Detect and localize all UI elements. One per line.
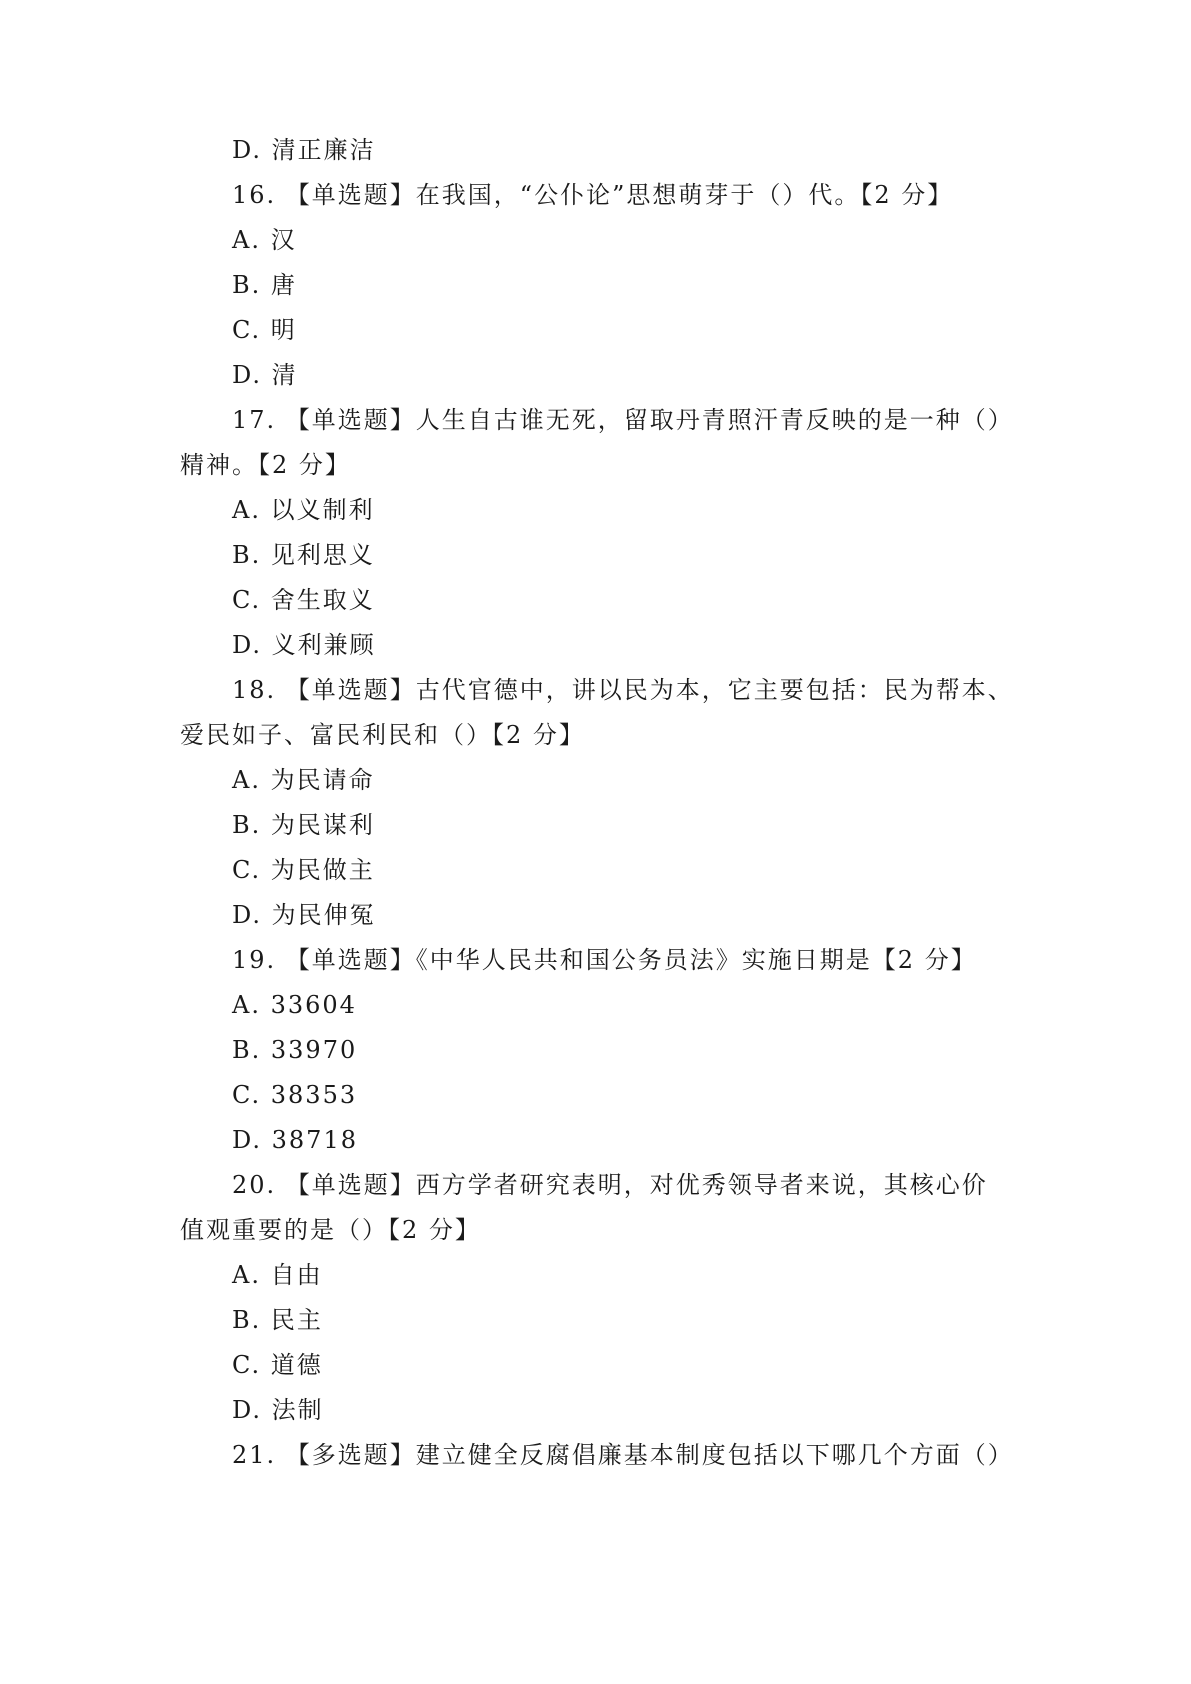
answer-option: D. 为民伸冤 — [232, 901, 376, 929]
answer-option: A. 汉 — [232, 226, 297, 254]
question-text: 16. 【单选题】在我国，“公仆论”思想萌芽于（）代。【2 分】 — [232, 181, 954, 209]
answer-option: A. 为民请命 — [232, 766, 375, 794]
answer-option: D. 法制 — [232, 1396, 324, 1424]
question-text: 18. 【单选题】古代官德中，讲以民为本，它主要包括：民为帮本、 — [232, 676, 1014, 704]
answer-option: B. 唐 — [232, 271, 297, 299]
answer-option: B. 33970 — [232, 1036, 358, 1064]
answer-option: A. 33604 — [232, 991, 357, 1019]
question-text-continued: 精神。【2 分】 — [180, 451, 351, 479]
answer-option: D. 清 — [232, 361, 298, 389]
question-text-continued: 爱民如子、富民利民和（）【2 分】 — [180, 721, 585, 749]
answer-option: A. 以义制利 — [232, 496, 375, 524]
answer-option: D. 清正廉洁 — [232, 136, 376, 164]
question-text-continued: 值观重要的是（）【2 分】 — [180, 1216, 481, 1244]
question-text: 19. 【单选题】《中华人民共和国公务员法》实施日期是【2 分】 — [232, 946, 977, 974]
question-text: 17. 【单选题】人生自古谁无死，留取丹青照汗青反映的是一种（） — [232, 406, 1014, 434]
question-text: 21. 【多选题】建立健全反腐倡廉基本制度包括以下哪几个方面（） — [232, 1441, 1014, 1469]
answer-option: C. 舍生取义 — [232, 586, 375, 614]
answer-option: B. 见利思义 — [232, 541, 375, 569]
answer-option: B. 为民谋利 — [232, 811, 375, 839]
answer-option: C. 38353 — [232, 1081, 358, 1109]
answer-option: D. 38718 — [232, 1126, 358, 1154]
question-text: 20. 【单选题】西方学者研究表明，对优秀领导者来说，其核心价 — [232, 1171, 988, 1199]
answer-option: C. 道德 — [232, 1351, 323, 1379]
answer-option: C. 明 — [232, 316, 297, 344]
answer-option: B. 民主 — [232, 1306, 323, 1334]
answer-option: D. 义利兼顾 — [232, 631, 376, 659]
answer-option: A. 自由 — [232, 1261, 323, 1289]
answer-option: C. 为民做主 — [232, 856, 375, 884]
